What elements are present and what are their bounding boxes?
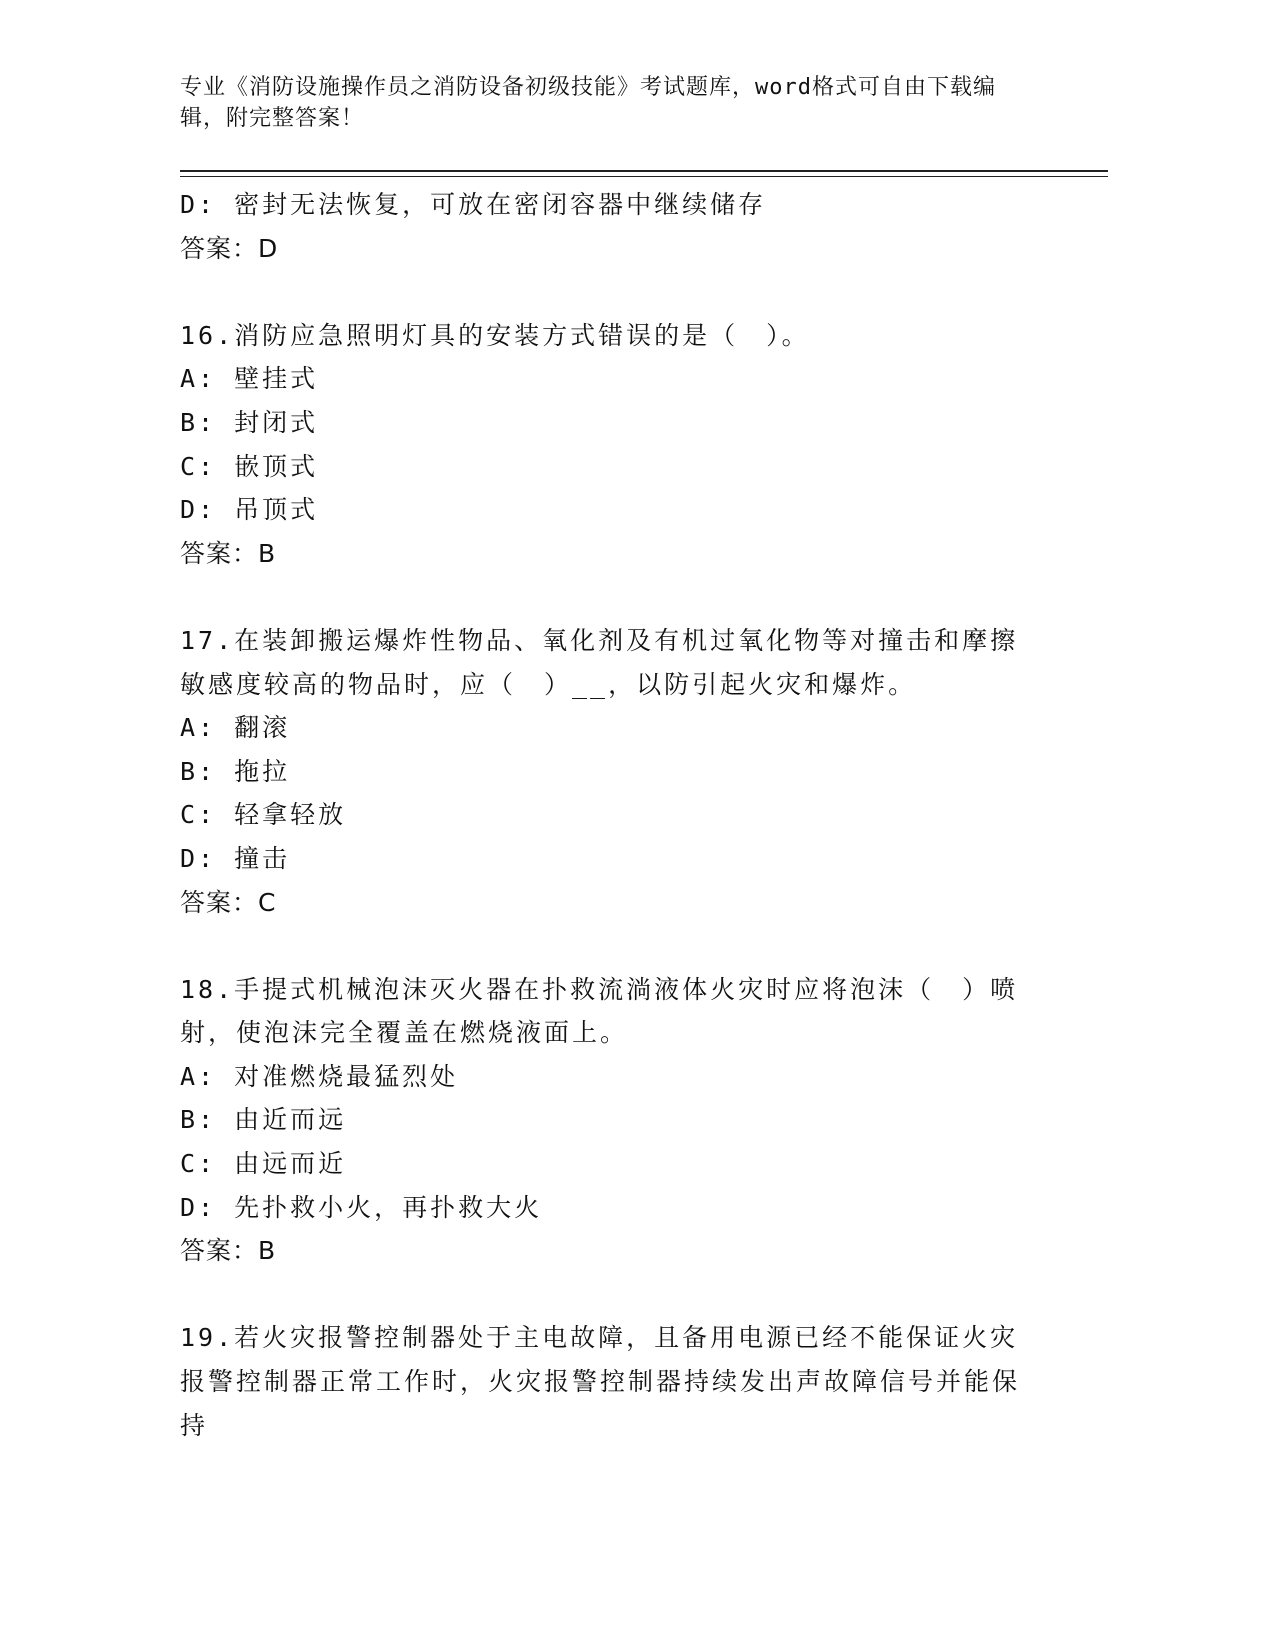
question-16-option-b: B: 封闭式: [180, 407, 319, 437]
spacer: [180, 924, 1040, 968]
question-16-option-a: A: 壁挂式: [180, 364, 319, 394]
question-17-option-d: D: 撞击: [180, 843, 291, 873]
question-17-option-a: A: 翻滚: [180, 713, 291, 743]
question-18-option-d: D: 先扑救小火，再扑救大火: [180, 1192, 543, 1222]
prev-option-d: D: 密封无法恢复，可放在密闭容器中继续储存: [180, 190, 767, 219]
question-17-answer: 答案：C: [180, 887, 277, 917]
header-divider-thick: [180, 170, 1108, 172]
question-16-text: 16.消防应急照明灯具的安装方式错误的是（ ）。: [180, 320, 810, 350]
question-18-option-c: C: 由远而近: [180, 1149, 347, 1179]
question-18-text: 18.手提式机械泡沫灭火器在扑救流淌液体火灾时应将泡沫（ ）喷射，使泡沫完全覆盖在燃烧液面上。: [180, 974, 1019, 1048]
question-17-text: 17.在装卸搬运爆炸性物品、氧化剂及有机过氧化物等对撞击和摩擦敏感度较高的物品时，应（ ）__，以防引起火灾和爆炸。: [180, 625, 1019, 699]
question-17-option-b: B: 拖拉: [180, 756, 291, 786]
spacer: [180, 575, 1040, 619]
header-divider-thin: [180, 176, 1108, 177]
question-18-option-b: B: 由近而远: [180, 1105, 347, 1135]
question-16-option-d: D: 吊顶式: [180, 495, 319, 525]
question-19-text: 19.若火灾报警控制器处于主电故障，且备用电源已经不能保证火灾报警控制器正常工作时，火灾报警控制器持续发出声故障信号并能保持: [180, 1323, 1021, 1440]
question-18-option-a: A: 对准燃烧最猛烈处: [180, 1061, 459, 1091]
spacer: [180, 1273, 1040, 1317]
question-18-answer: 答案：B: [180, 1236, 277, 1266]
question-16-answer: 答案：B: [180, 538, 277, 568]
prev-answer: 答案：D: [180, 233, 279, 263]
question-list: [180, 183, 1040, 1447]
question-17-option-c: C: 轻拿轻放: [180, 800, 347, 830]
question-16-option-c: C: 嵌顶式: [180, 451, 319, 481]
spacer: [180, 270, 1040, 314]
document-header: 专业《消防设施操作员之消防设备初级技能》考试题库，word格式可自由下载编辑，附完整答案！: [180, 75, 996, 131]
